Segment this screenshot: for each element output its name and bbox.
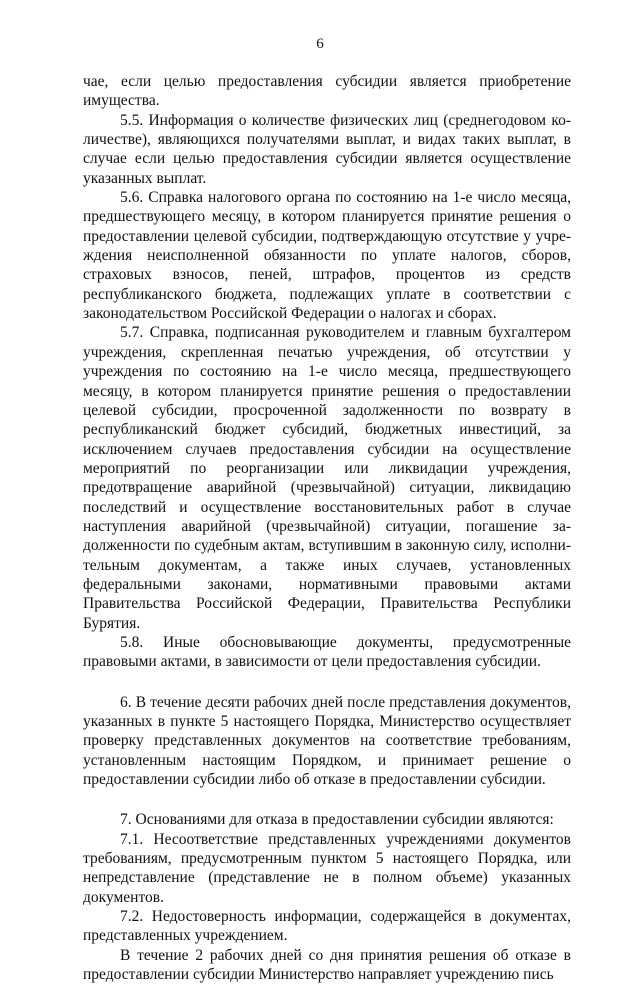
- document-body: [83, 72, 571, 984]
- paragraph-5-6: 5.6. Справка налогового органа по состоянию на 1-е число месяца, предшествующего месяцу, в котором планируется принятие решения о предоставлении целевой субсидии, подтверждающую отсутствие у учреждения неисполненной обязанности по уплате налогов, сборов, страховых взносов, пеней, штрафов, процентов из средств республиканского бюджета, подлежащих уплате в соответствии с законодательством Российской Федерации о налогах и сборах.: [83, 189, 571, 323]
- paragraph-refusal-notice: В течение 2 рабочих дней со дня принятия решения об отказе в предоставлении субсидии Министерство направляет учреждению пись: [83, 946, 571, 984]
- paragraph-7-2: 7.2. Недостоверность информации, содержащейся в документах, представленных учреждением.: [83, 908, 571, 945]
- paragraph-6: 6. В течение десяти рабочих дней после представления документов, указанных в пункте 5 настоящего Порядка, Министерство осуществляет проверку представленных документов на соответствие требованиям, установленным настоящим Порядком, и принимает решение о предоставлении субсидии либо об отказе в предоставлении субсидии.: [83, 693, 571, 789]
- paragraph-5-5: 5.5. Информация о количестве физических лиц (среднегодовом количестве), являющихся получателями выплат, и видах таких выплат, в случае если целью предоставления субсидии является осуществление указанных выплат.: [83, 111, 571, 187]
- paragraph-5-4-continuation: чае, если целью предоставления субсидии является приобретение имущества.: [83, 73, 571, 110]
- paragraph-7: 7. Основаниями для отказа в предоставлении субсидии являются:: [120, 811, 554, 829]
- paragraph-5-8: 5.8. Иные обосновывающие документы, предусмотренные правовыми актами, в зависимости от цели предоставления субсидии.: [83, 633, 571, 671]
- paragraph-7-1: 7.1. Несоответствие представленных учреждениями документов требованиям, предусмотренным пунктом 5 настоящего Порядка, или непредставление (представление не в полном объеме) указанных документов.: [83, 830, 571, 906]
- paragraph-5-7: 5.7. Справка, подписанная руководителем и главным бухгалтером учреждения, скрепленная печатью учреждения, об отсутствии у учреждения по состоянию на 1-е число месяца, предшествующего месяцу, в котором планируется принятие решения о предоставлении целевой субсидии, просроченной задолженности по возврату в республиканский бюджет субсидий, бюджетных инвестиций, за исключением случаев предоставления субсидии на осуществление мероприятий по реорганизации или ликвидации учреждения, предотвращение аварийной (чрезвычайной) ситуации, ликвидацию последствий и осуществление восстановительных работ в случае наступления аварийной (чрезвычайной) ситуации, погашение задолженности по судебным актам, вступившим в законную силу, исполнительным документам, а также иных случаев, установленных федеральными законами, нормативными правовыми актами Правительства Российской Федерации, Правительства Республики Бурятия.: [83, 324, 571, 632]
- page-number: 6: [316, 36, 324, 52]
